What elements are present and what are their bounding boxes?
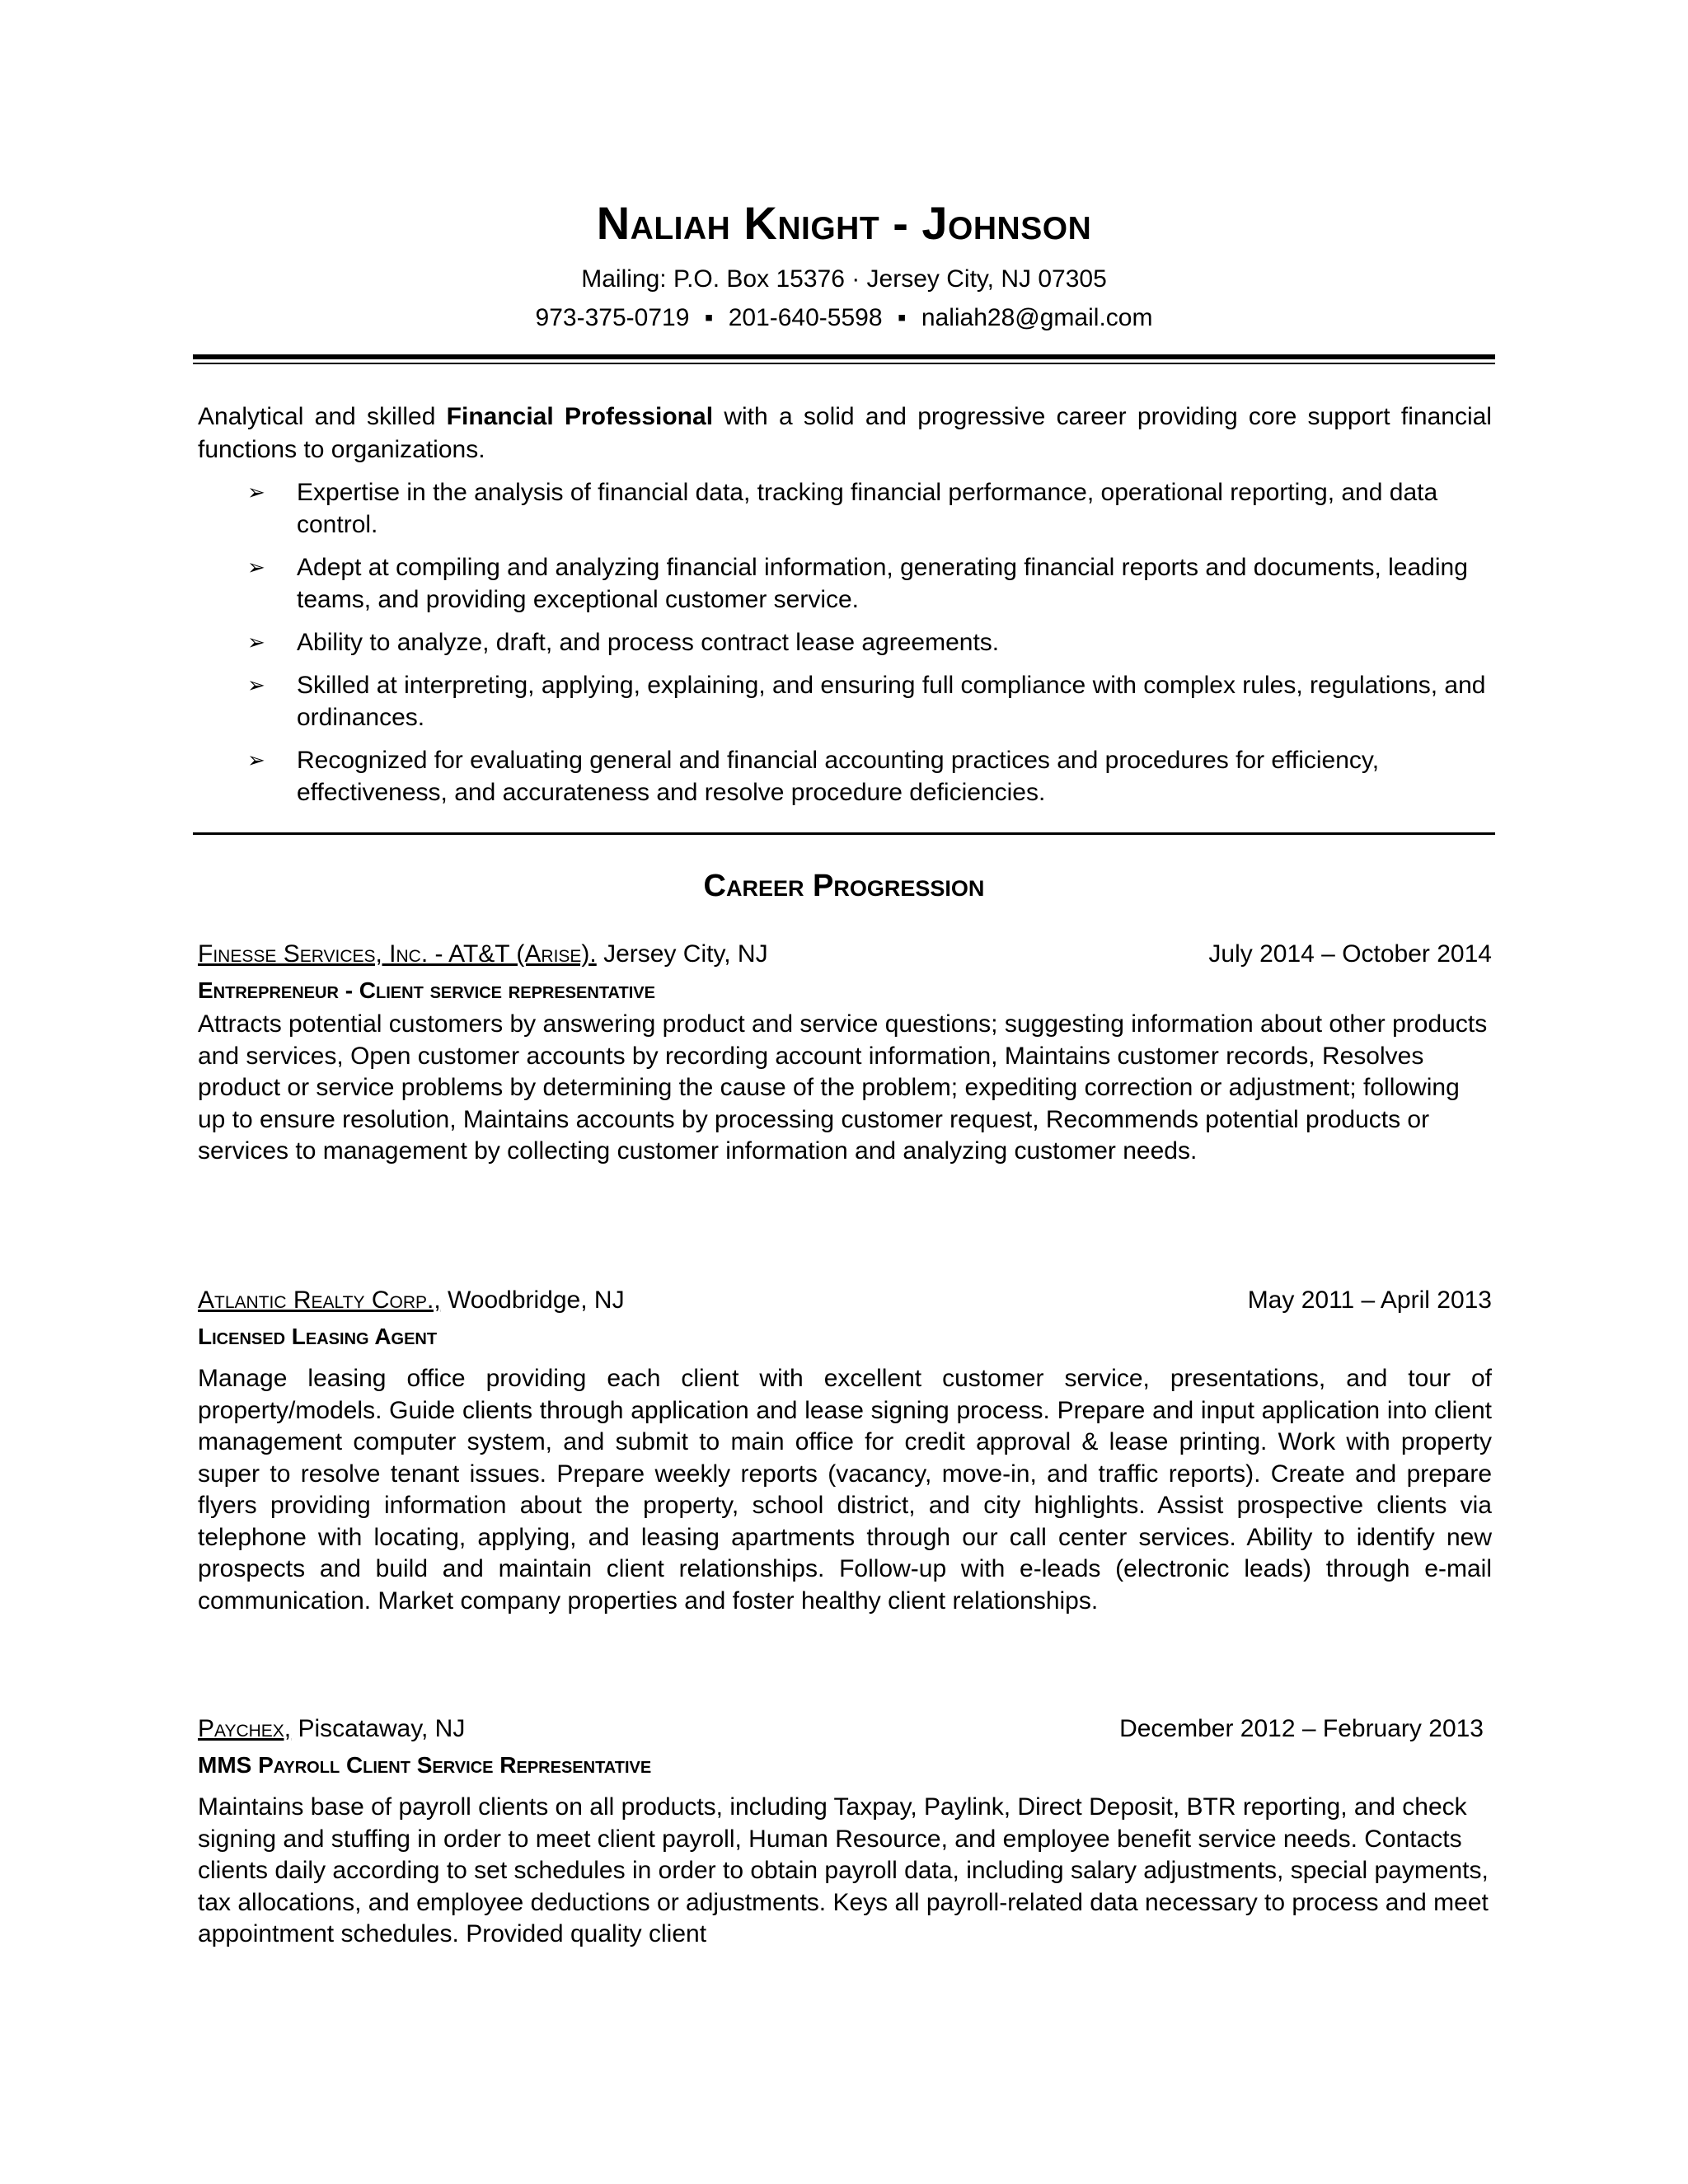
arrow-bullet-icon: ➢ — [247, 630, 265, 654]
job-title: Licensed Leasing Agent — [198, 1324, 438, 1349]
job-description: Attracts potential customers by answering product and service questions; suggesting information about other products and services, Open customer accounts by recording account information, Maintains customer records, Resolves product or service problems by determining the cause of the problem; expediting correction or adjustment; following up to ensure resolution, Maintains accounts by processing customer request, Recommends potential products or services to management by collecting customer information and analyzing customer needs. — [198, 1010, 1488, 1165]
phone-secondary: 201-640-5598 — [728, 304, 883, 331]
company-name: Atlantic Realty Corp., — [198, 1286, 441, 1314]
job-location: Piscataway, NJ — [291, 1715, 466, 1742]
list-item: ➢ Ability to analyze, draft, and process contract lease agreements. — [198, 626, 1492, 658]
candidate-name: Naliah Knight - Johnson — [596, 197, 1092, 249]
list-item: ➢ Skilled at interpreting, applying, explaining, and ensuring full compliance with complex rules, regulations, and ordinances. — [198, 669, 1492, 733]
job-dates: July 2014 – October 2014 — [1208, 940, 1492, 968]
section-divider — [193, 832, 1495, 835]
contact-phones-email — [0, 302, 1688, 334]
company-name: Finesse Services, Inc. - AT&T (Arise). — [198, 940, 597, 968]
separator-glyph: ▪ — [704, 304, 714, 331]
header-divider-thick — [193, 354, 1495, 359]
job-entry-finesse — [198, 938, 1492, 1168]
arrow-bullet-icon: ➢ — [247, 673, 265, 697]
arrow-bullet-icon: ➢ — [247, 748, 265, 772]
separator-glyph: ▪ — [897, 304, 907, 331]
summary-intro-bold: Financial Professional — [446, 403, 714, 430]
header-divider-thin — [193, 363, 1495, 364]
job-header — [198, 1713, 1492, 1746]
job-dates: December 2012 – February 2013 — [1119, 1715, 1484, 1742]
list-item: ➢ Recognized for evaluating general and financial accounting practices and procedures for efficiency, effectiveness, and accurateness and resolve procedure deficiencies. — [198, 744, 1492, 808]
arrow-bullet-icon: ➢ — [247, 480, 265, 504]
job-entry-paychex — [198, 1713, 1492, 1951]
email-address: naliah28@gmail.com — [921, 304, 1153, 331]
job-description: Manage leasing office providing each client with excellent customer service, presentations, and tour of property/models. Guide clients through application and lease signing process. Prepare and input application into client management computer system, and submit to main office for credit approval & lease printing. Work with property super to resolve tenant issues. Prepare weekly reports (vacancy, move-in, and traffic reports). Create and prepare flyers providing information about the property, school district, and city highlights. Assist prospective clients via telephone with locating, applying, and leasing apartments through our call center services. Ability to identify new prospects and build and maintain client relationships. Follow-up with e-leads (electronic leads) through e-mail communication. Market company properties and foster healthy client relationships. — [198, 1365, 1492, 1615]
job-title: Entrepreneur - Client service representative — [198, 977, 655, 1003]
mailing-address: Mailing: P.O. Box 15376 · Jersey City, NJ 07305 — [581, 265, 1107, 293]
summary-bullet-list — [198, 476, 1492, 819]
list-item: ➢ Adept at compiling and analyzing financial information, generating financial reports and documents, leading teams, and providing exceptional customer service. — [198, 551, 1492, 616]
arrow-bullet-icon: ➢ — [247, 555, 265, 579]
job-entry-atlantic-realty — [198, 1284, 1492, 1617]
phone-primary: 973-375-0719 — [535, 304, 690, 331]
list-item: ➢ Expertise in the analysis of financial data, tracking financial performance, operational reporting, and data control. — [198, 476, 1492, 541]
company-name: Paychex, — [198, 1715, 292, 1742]
job-location: Woodbridge, NJ — [440, 1286, 625, 1314]
career-section-title: Career Progression — [703, 869, 985, 903]
summary-intro-end: with a solid and progressive career providing core support financial functions to organizations. — [198, 403, 1492, 463]
job-location: Jersey City, NJ — [596, 940, 768, 968]
job-header — [198, 938, 1492, 971]
summary-intro-start: Analytical and skilled — [198, 403, 447, 430]
job-title: MMS Payroll Client Service Representative — [198, 1752, 652, 1778]
job-description: Maintains base of payroll clients on all products, including Taxpay, Paylink, Direct Deposit, BTR reporting, and check signing and stuffing in order to meet client payroll, Human Resource, and employee benefit service needs. Contacts clients daily according to set schedules in order to obtain payroll data, including salary adjustments, special payments, tax allocations, and employee deductions or adjustments. Keys all payroll-related data necessary to process and meet appointment schedules. Provided quality client — [198, 1793, 1489, 1947]
job-header — [198, 1284, 1492, 1317]
professional-summary — [198, 401, 1492, 466]
job-dates: May 2011 – April 2013 — [1247, 1286, 1492, 1314]
